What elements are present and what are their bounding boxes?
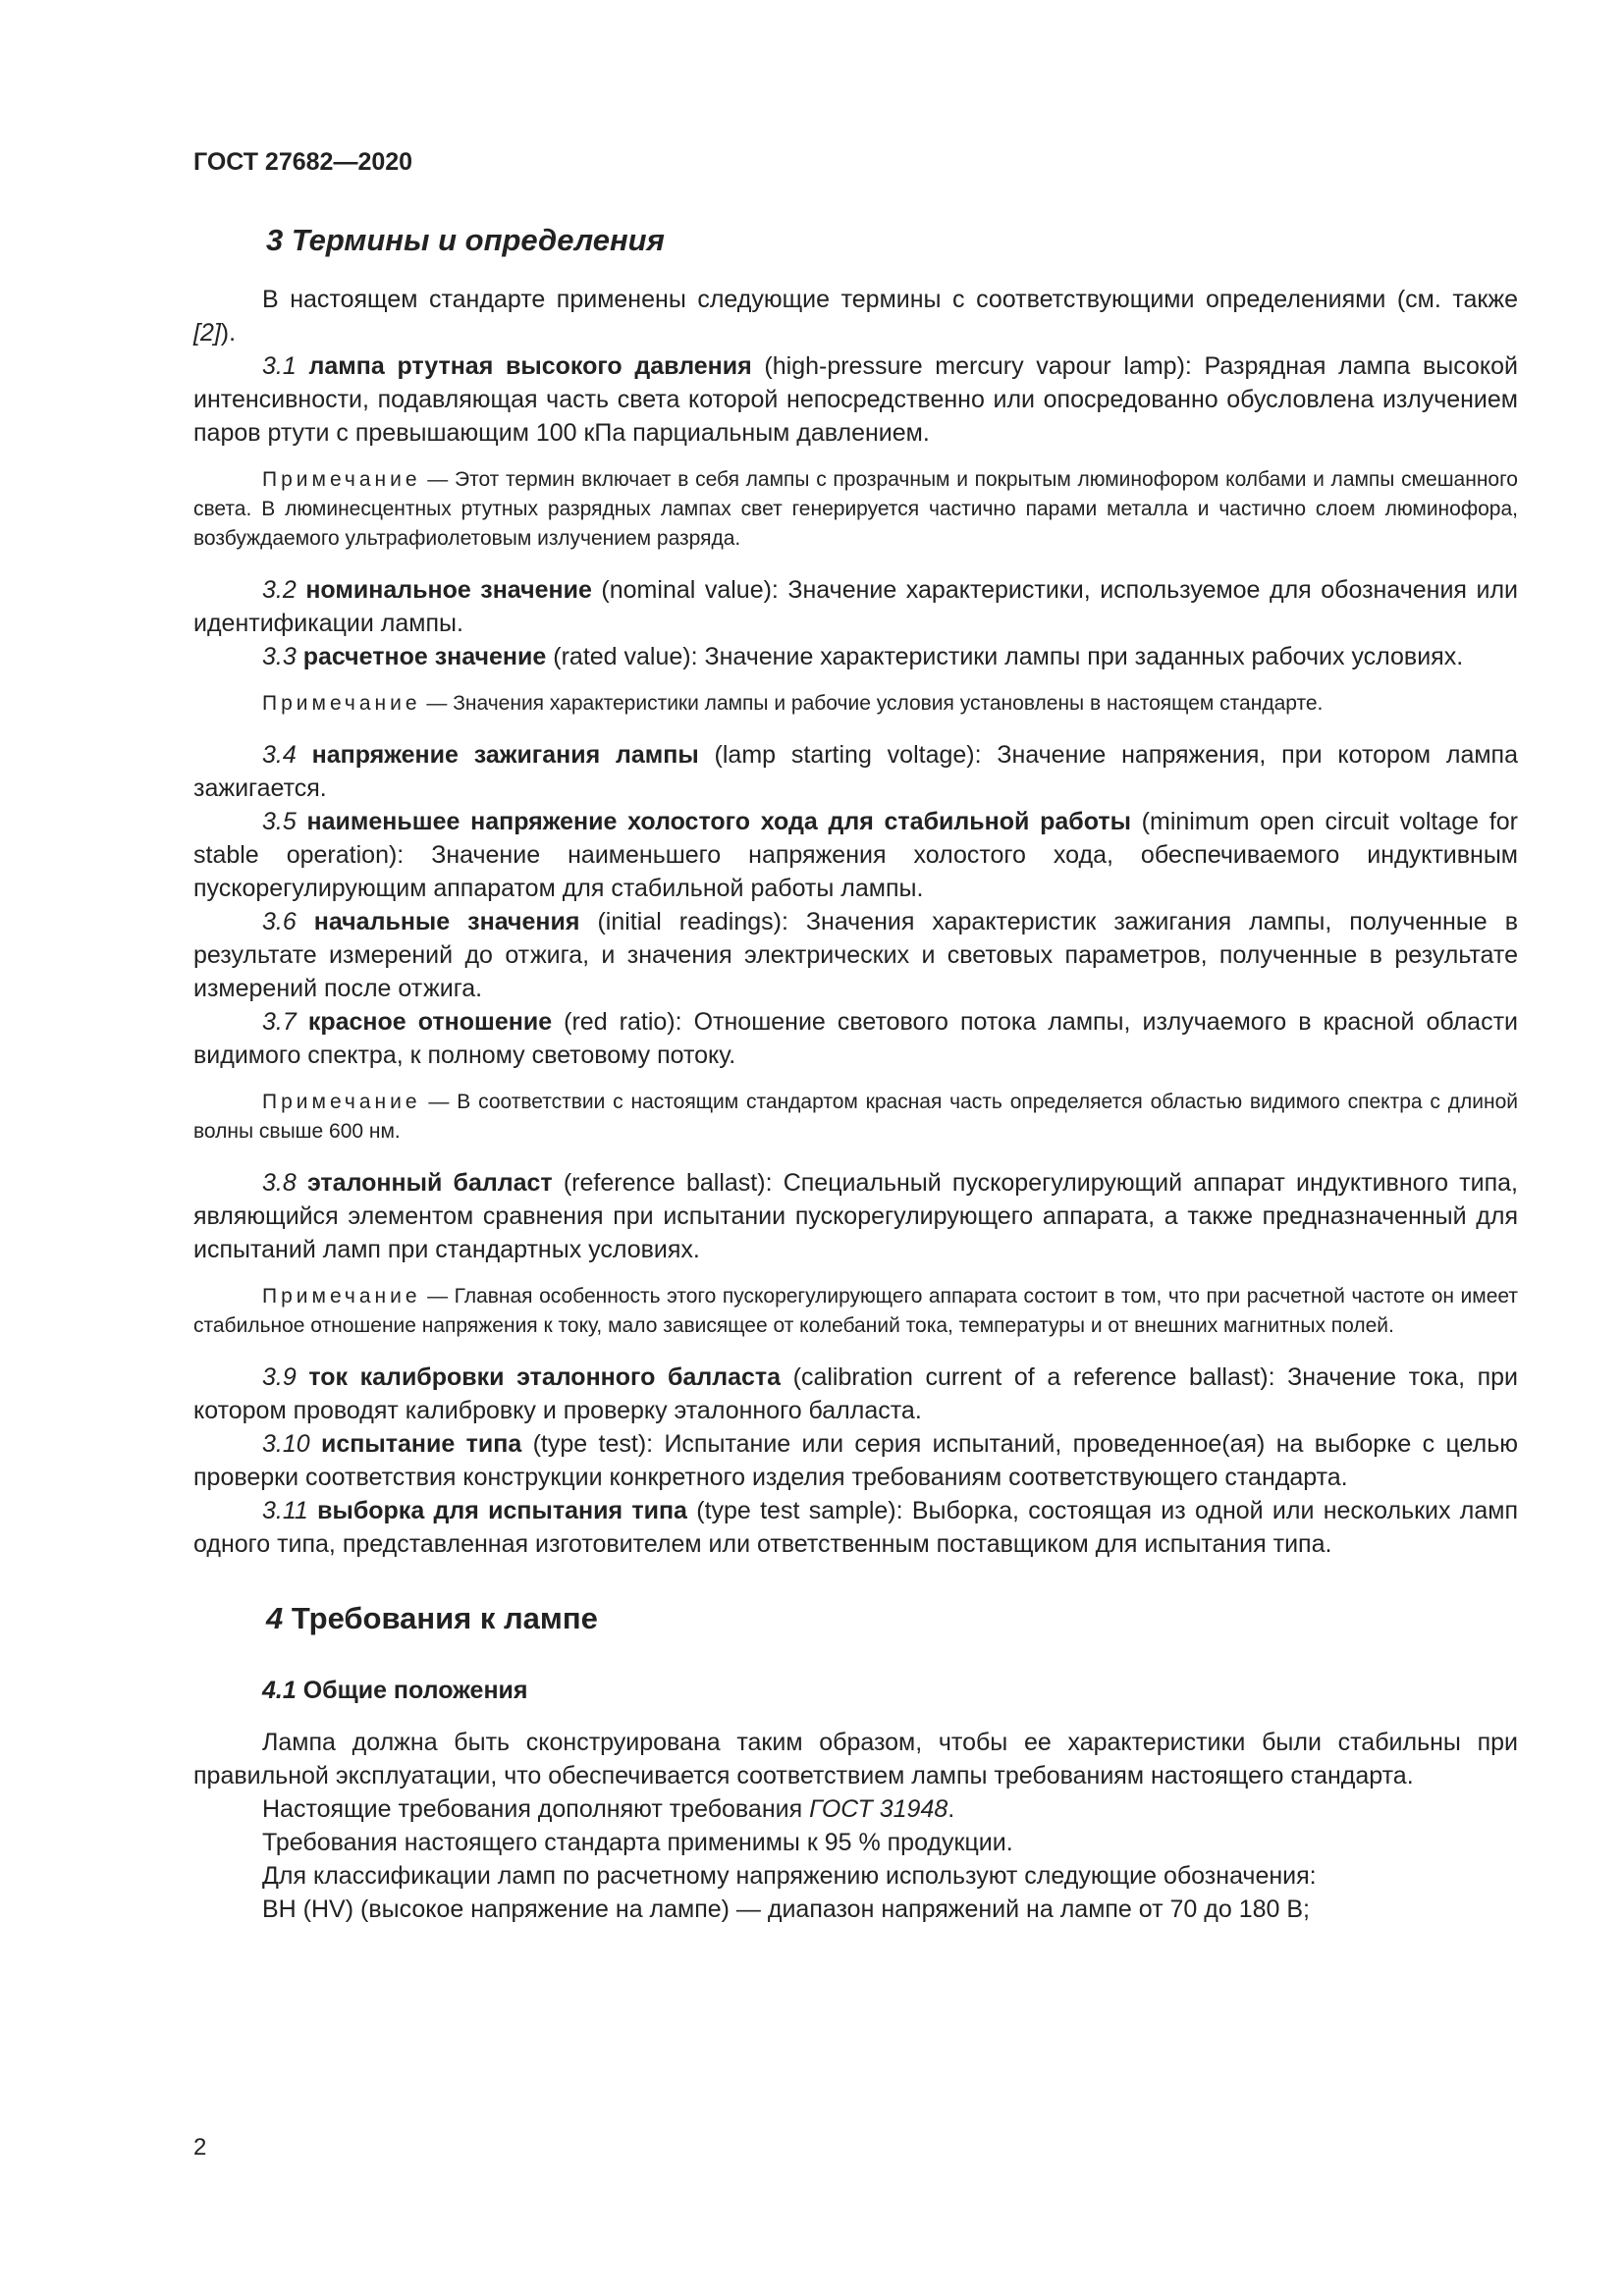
note: Примечание — Главная особенность этого пускорегулирующего аппарата состоит в том, что при расчетной частоте он имеет стабильное отношение напряжения к току, мало зависящее от колебаний тока, температуры и от внешних магнитных полей. bbox=[193, 1285, 1519, 1337]
note-label: Примечание bbox=[262, 692, 421, 715]
term-definition: 3.3 расчетное значение (rated value): Значение характеристики лампы при заданных рабочих условиях. bbox=[262, 643, 1464, 670]
paragraph: Для классификации ламп по расчетному напряжению используют следующие обозначения: bbox=[262, 1862, 1317, 1890]
term-definition: 3.4 напряжение зажигания лампы (lamp starting voltage): Значение напряжения, при котором лампа зажигается. bbox=[193, 741, 1518, 802]
subsection-title: Общие положения bbox=[302, 1677, 528, 1704]
note-label: Примечание bbox=[262, 1285, 421, 1308]
term-definition: 3.10 испытание типа (type test): Испытание или серия испытаний, проведенное(ая) на выборке с целью проверки соответствия конструкции конкретного изделия требованиям соответствующего стандарта. bbox=[193, 1430, 1518, 1491]
term-definition: 3.11 выборка для испытания типа (type test sample): Выборка, состоящая из одной или нескольких ламп одного типа, представленная изготовителем или ответственным поставщиком для испытания типа. bbox=[193, 1497, 1519, 1558]
term-definition: 3.8 эталонный балласт (reference ballast): Специальный пускорегулирующий аппарат индуктивного типа, являющийся элементом сравнения при испытании пускорегулирующего аппарата, а также предназначенный для испытаний ламп при стандартных условиях. bbox=[193, 1169, 1518, 1263]
term-definition: 3.2 номинальное значение (nominal value): Значение характеристики, используемое для обозначения или идентификации лампы. bbox=[193, 576, 1519, 637]
term-name: напряжение зажигания лампы bbox=[311, 741, 699, 769]
term-definition: 3.1 лампа ртутная высокого давления (high-pressure mercury vapour lamp): Разрядная лампа высокой интенсивности, подавляющая часть света которой непосредственно или опосредованно обусловлена излучением паров ртути с превышающим 100 кПа парциальным давлением. bbox=[193, 352, 1519, 447]
term-name: расчетное значение bbox=[302, 643, 547, 670]
term-name: красное отношение bbox=[307, 1008, 553, 1036]
term-definition: 3.7 красное отношение (red ratio): Отношение светового потока лампы, излучаемого в красной области видимого спектра, к полному световому потоку. bbox=[193, 1008, 1518, 1069]
term-name: номинальное значение bbox=[305, 576, 592, 604]
intro-paragraph: В настоящем стандарте применены следующие термины с соответствующими определениями (см. также [2]). bbox=[193, 286, 1518, 347]
reference: ГОСТ 31948 bbox=[809, 1795, 948, 1823]
term-name: лампа ртутная высокого давления bbox=[308, 352, 752, 380]
section-number: 4 bbox=[266, 1601, 284, 1635]
section-number: 3 bbox=[266, 223, 284, 257]
term-definition: 3.5 наименьшее напряжение холостого хода для стабильной работы (minimum open circuit voltage for stable operation): Значение наименьшего напряжения холостого хода, обеспечиваемого индуктивным пускорегулирующим аппаратом для стабильной работы лампы. bbox=[193, 808, 1518, 902]
term-name: наименьшее напряжение холостого хода для стабильной работы bbox=[306, 808, 1131, 835]
section-4-heading bbox=[266, 1598, 1518, 1639]
note: Примечание — В соответствии с настоящим стандартом красная часть определяется областью видимого спектра с длиной волны свыше 600 нм. bbox=[193, 1091, 1518, 1143]
reference: [2] bbox=[193, 319, 221, 347]
term-name: начальные значения bbox=[313, 908, 580, 935]
term-definition: 3.6 начальные значения (initial readings): Значения характеристик зажигания лампы, полученные в результате измерений до отжига, и значения электрических и световых параметров, полученные в результате измерений после отжига. bbox=[193, 908, 1518, 1002]
paragraph: Лампа должна быть сконструирована таким образом, чтобы ее характеристики были стабильны при правильной эксплуатации, что обеспечивается соответствием лампы требованиям настоящего стандарта. bbox=[193, 1729, 1518, 1789]
term-definition: 3.9 ток калибровки эталонного балласта (calibration current of a reference ballast): Значение тока, при котором проводят калибровку и проверку эталонного балласта. bbox=[193, 1363, 1519, 1424]
subsection-number: 4.1 bbox=[262, 1677, 297, 1704]
section-title: Термины и определения bbox=[291, 223, 665, 257]
paragraph: ВН (HV) (высокое напряжение на лампе) — диапазон напряжений на лампе от 70 до 180 В; bbox=[262, 1896, 1310, 1923]
term-name: выборка для испытания типа bbox=[317, 1497, 687, 1524]
section-3-heading bbox=[266, 220, 1518, 261]
term-name: испытание типа bbox=[321, 1430, 522, 1458]
paragraph: Требования настоящего стандарта применимы к 95 % продукции. bbox=[262, 1829, 1013, 1856]
note: Примечание — Значения характеристики лампы и рабочие условия установлены в настоящем стандарте. bbox=[262, 692, 1324, 715]
page-content bbox=[193, 220, 1518, 1926]
page-number: 2 bbox=[193, 2134, 207, 2161]
note-label: Примечание bbox=[262, 1091, 421, 1113]
note-label: Примечание bbox=[262, 468, 421, 491]
term-name: ток калибровки эталонного балласта bbox=[308, 1363, 782, 1391]
subsection-4-1-heading bbox=[262, 1675, 1518, 1706]
paragraph: Настоящие требования дополняют требования ГОСТ 31948. bbox=[262, 1795, 955, 1823]
document-header: ГОСТ 27682—2020 bbox=[193, 148, 413, 176]
term-name: эталонный балласт bbox=[306, 1169, 553, 1197]
section-title: Требования к лампе bbox=[291, 1601, 598, 1635]
note: Примечание — Этот термин включает в себя лампы с прозрачным и покрытым люминофором колбами и лампы смешанного света. В люминесцентных ртутных разрядных лампах свет генерируется частично парами металла и частично слоем люминофора, возбуждаемого ультрафиолетовым излучением разряда. bbox=[193, 468, 1518, 550]
